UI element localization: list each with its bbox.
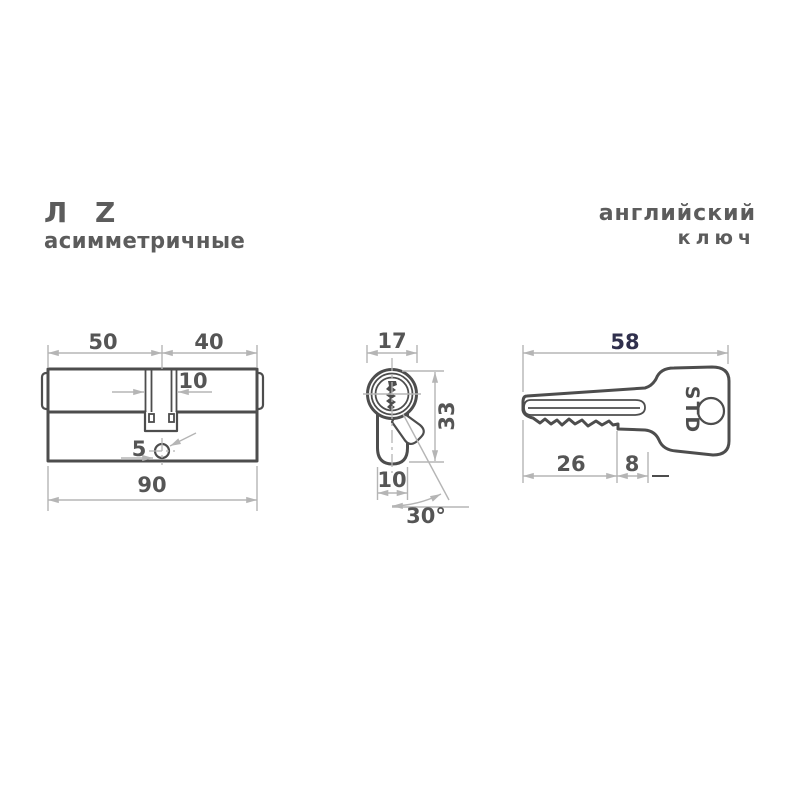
dim-right-half-label: 40 [194,330,224,354]
dim-angle-label: 30° [406,504,446,528]
key-view [523,330,729,483]
cylinder-front-view [363,329,469,528]
dim-left-half-label: 50 [88,330,118,354]
dim-screw-label: 5 [131,437,147,461]
key-type-line1: английский [598,201,756,226]
dim-shoulder-label: 8 [624,452,640,476]
key-type-line2: ключ [677,227,756,250]
series-subtitle: асимметричные [44,229,246,255]
key-brand-stamp: STD [681,385,703,435]
dim-diameter-label: 17 [377,329,407,353]
dim-cam-slot-label: 10 [178,369,208,393]
dim-blade-label: 26 [556,452,586,476]
series-code: Л Z [44,196,125,229]
cylinder-side-view [42,330,263,511]
dim-key-total-label: 58 [610,330,640,354]
dim-body-width-label: 10 [377,468,407,492]
dim-total-label: 90 [137,473,167,497]
dim-height-label: 33 [435,401,459,431]
